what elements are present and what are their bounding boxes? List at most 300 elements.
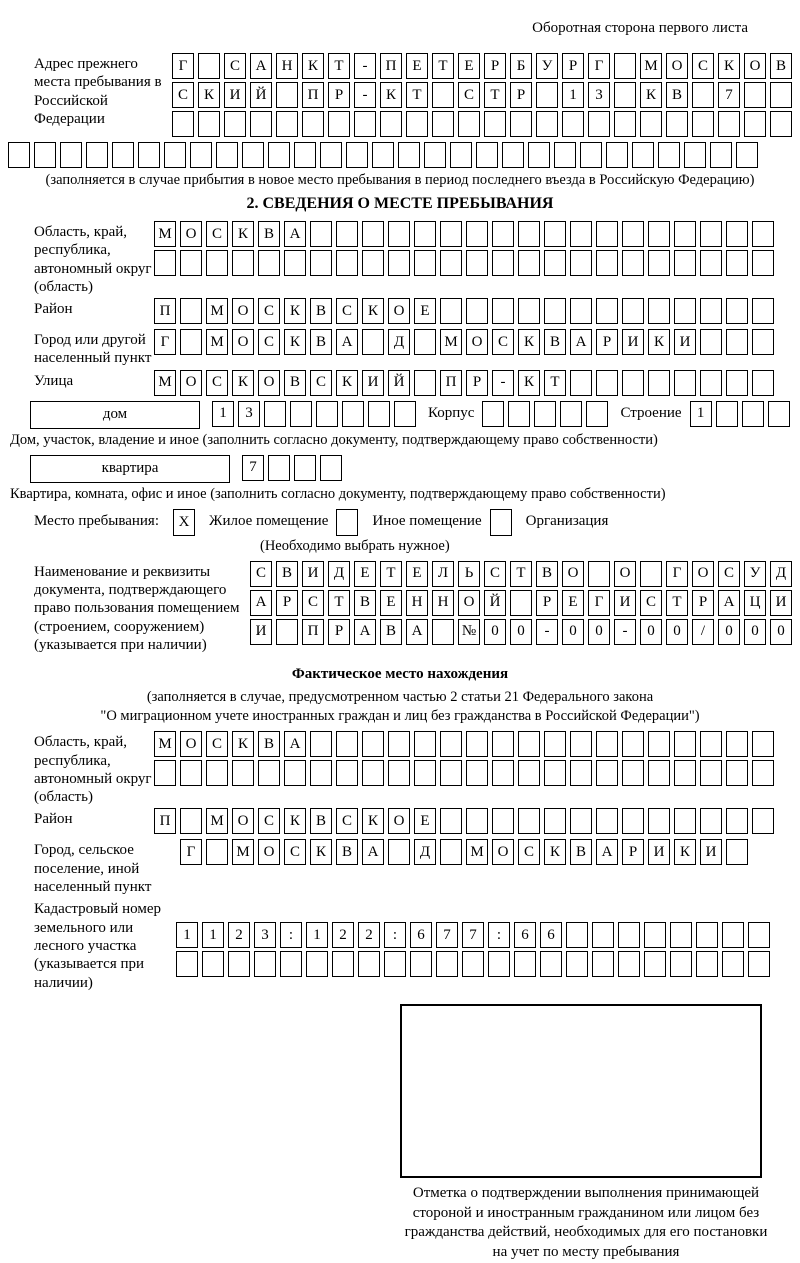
char-cell[interactable]: Р — [536, 590, 558, 616]
char-cell[interactable]: О — [232, 329, 254, 355]
char-cell[interactable] — [648, 298, 670, 324]
char-cell[interactable] — [614, 82, 636, 108]
char-cell[interactable] — [768, 401, 790, 427]
char-cell[interactable] — [436, 951, 458, 977]
char-cell[interactable] — [648, 731, 670, 757]
char-cell[interactable]: М — [154, 370, 176, 396]
char-cell[interactable] — [492, 221, 514, 247]
char-cell[interactable] — [492, 731, 514, 757]
char-cell[interactable]: М — [640, 53, 662, 79]
char-cell[interactable]: С — [518, 839, 540, 865]
char-cell[interactable]: Г — [154, 329, 176, 355]
char-cell[interactable] — [424, 142, 446, 168]
char-cell[interactable] — [670, 951, 692, 977]
char-cell[interactable] — [462, 951, 484, 977]
char-cell[interactable]: 0 — [770, 619, 792, 645]
char-cell[interactable] — [414, 329, 436, 355]
cadastral-cells-row-2[interactable] — [176, 951, 770, 977]
char-cell[interactable] — [8, 142, 30, 168]
char-cell[interactable]: К — [284, 808, 306, 834]
char-cell[interactable] — [592, 951, 614, 977]
char-cell[interactable]: С — [310, 370, 332, 396]
char-cell[interactable] — [518, 731, 540, 757]
char-cell[interactable]: Н — [406, 590, 428, 616]
char-cell[interactable]: П — [154, 808, 176, 834]
char-cell[interactable] — [268, 142, 290, 168]
char-cell[interactable]: О — [562, 561, 584, 587]
char-cell[interactable] — [588, 561, 610, 587]
char-cell[interactable]: А — [284, 731, 306, 757]
char-cell[interactable] — [414, 250, 436, 276]
char-cell[interactable]: П — [440, 370, 462, 396]
char-cell[interactable] — [316, 401, 338, 427]
char-cell[interactable]: Б — [510, 53, 532, 79]
street-cells-row[interactable] — [154, 370, 774, 396]
char-cell[interactable] — [518, 221, 540, 247]
char-cell[interactable] — [180, 298, 202, 324]
char-cell[interactable] — [726, 298, 748, 324]
actual-region-cells-row-2[interactable] — [154, 760, 774, 786]
char-cell[interactable] — [618, 951, 640, 977]
char-cell[interactable] — [544, 731, 566, 757]
char-cell[interactable]: С — [492, 329, 514, 355]
char-cell[interactable] — [362, 250, 384, 276]
char-cell[interactable]: Ь — [458, 561, 480, 587]
char-cell[interactable] — [476, 142, 498, 168]
char-cell[interactable]: 1 — [202, 922, 224, 948]
char-cell[interactable] — [440, 298, 462, 324]
char-cell[interactable] — [562, 111, 584, 137]
char-cell[interactable] — [380, 111, 402, 137]
char-cell[interactable] — [700, 731, 722, 757]
char-cell[interactable] — [726, 808, 748, 834]
char-cell[interactable] — [466, 250, 488, 276]
char-cell[interactable]: Т — [544, 370, 566, 396]
char-cell[interactable] — [726, 250, 748, 276]
char-cell[interactable] — [250, 111, 272, 137]
char-cell[interactable]: А — [354, 619, 376, 645]
char-cell[interactable]: 0 — [718, 619, 740, 645]
char-cell[interactable] — [670, 922, 692, 948]
char-cell[interactable]: Г — [666, 561, 688, 587]
char-cell[interactable]: 0 — [744, 619, 766, 645]
char-cell[interactable] — [570, 731, 592, 757]
char-cell[interactable]: Р — [596, 329, 618, 355]
char-cell[interactable] — [692, 111, 714, 137]
char-cell[interactable] — [596, 731, 618, 757]
char-cell[interactable] — [536, 82, 558, 108]
char-cell[interactable]: 7 — [436, 922, 458, 948]
char-cell[interactable] — [726, 221, 748, 247]
char-cell[interactable] — [560, 401, 582, 427]
char-cell[interactable] — [674, 298, 696, 324]
char-cell[interactable] — [172, 111, 194, 137]
char-cell[interactable]: С — [206, 370, 228, 396]
char-cell[interactable]: Н — [276, 53, 298, 79]
char-cell[interactable]: М — [206, 329, 228, 355]
char-cell[interactable] — [388, 731, 410, 757]
char-cell[interactable] — [700, 760, 722, 786]
char-cell[interactable] — [362, 731, 384, 757]
checkbox-organizaciya[interactable] — [490, 509, 512, 536]
char-cell[interactable]: К — [674, 839, 696, 865]
char-cell[interactable] — [700, 808, 722, 834]
char-cell[interactable]: В — [570, 839, 592, 865]
char-cell[interactable] — [596, 298, 618, 324]
char-cell[interactable] — [198, 111, 220, 137]
char-cell[interactable]: К — [232, 731, 254, 757]
char-cell[interactable] — [398, 142, 420, 168]
char-cell[interactable] — [190, 142, 212, 168]
char-cell[interactable]: Д — [770, 561, 792, 587]
char-cell[interactable] — [752, 250, 774, 276]
char-cell[interactable]: В — [544, 329, 566, 355]
char-cell[interactable]: 6 — [514, 922, 536, 948]
char-cell[interactable] — [362, 221, 384, 247]
char-cell[interactable] — [684, 142, 706, 168]
char-cell[interactable] — [362, 760, 384, 786]
char-cell[interactable] — [320, 142, 342, 168]
char-cell[interactable] — [674, 250, 696, 276]
char-cell[interactable] — [224, 111, 246, 137]
char-cell[interactable] — [770, 82, 792, 108]
char-cell[interactable]: Л — [432, 561, 454, 587]
char-cell[interactable]: С — [336, 808, 358, 834]
char-cell[interactable] — [180, 329, 202, 355]
char-cell[interactable] — [258, 250, 280, 276]
char-cell[interactable] — [228, 951, 250, 977]
char-cell[interactable]: О — [180, 370, 202, 396]
char-cell[interactable] — [310, 760, 332, 786]
char-cell[interactable]: Р — [692, 590, 714, 616]
char-cell[interactable] — [544, 808, 566, 834]
document-cells-row-1[interactable] — [250, 561, 792, 587]
char-cell[interactable]: А — [284, 221, 306, 247]
char-cell[interactable] — [34, 142, 56, 168]
char-cell[interactable] — [492, 808, 514, 834]
char-cell[interactable]: Т — [380, 561, 402, 587]
char-cell[interactable]: Е — [414, 808, 436, 834]
char-cell[interactable] — [112, 142, 134, 168]
char-cell[interactable]: Е — [562, 590, 584, 616]
char-cell[interactable]: К — [518, 370, 540, 396]
char-cell[interactable] — [580, 142, 602, 168]
char-cell[interactable] — [748, 922, 770, 948]
char-cell[interactable] — [700, 370, 722, 396]
char-cell[interactable]: О — [388, 298, 410, 324]
char-cell[interactable] — [180, 250, 202, 276]
char-cell[interactable] — [388, 839, 410, 865]
char-cell[interactable] — [394, 401, 416, 427]
char-cell[interactable] — [658, 142, 680, 168]
char-cell[interactable] — [310, 250, 332, 276]
char-cell[interactable]: 0 — [640, 619, 662, 645]
char-cell[interactable]: О — [666, 53, 688, 79]
char-cell[interactable] — [198, 53, 220, 79]
char-cell[interactable] — [752, 760, 774, 786]
char-cell[interactable]: - — [536, 619, 558, 645]
stroenie-cells[interactable] — [690, 401, 790, 427]
char-cell[interactable] — [254, 951, 276, 977]
char-cell[interactable]: К — [718, 53, 740, 79]
char-cell[interactable]: : — [488, 922, 510, 948]
char-cell[interactable] — [310, 731, 332, 757]
char-cell[interactable] — [640, 111, 662, 137]
char-cell[interactable] — [674, 760, 696, 786]
char-cell[interactable]: С — [250, 561, 272, 587]
char-cell[interactable]: 0 — [562, 619, 584, 645]
char-cell[interactable] — [648, 221, 670, 247]
char-cell[interactable] — [534, 401, 556, 427]
char-cell[interactable]: О — [180, 221, 202, 247]
char-cell[interactable] — [614, 111, 636, 137]
char-cell[interactable]: В — [258, 221, 280, 247]
char-cell[interactable] — [674, 370, 696, 396]
char-cell[interactable]: Т — [406, 82, 428, 108]
char-cell[interactable] — [596, 760, 618, 786]
char-cell[interactable] — [332, 951, 354, 977]
char-cell[interactable] — [508, 401, 530, 427]
char-cell[interactable] — [180, 760, 202, 786]
char-cell[interactable]: А — [406, 619, 428, 645]
char-cell[interactable] — [606, 142, 628, 168]
char-cell[interactable] — [410, 951, 432, 977]
char-cell[interactable]: - — [614, 619, 636, 645]
char-cell[interactable] — [202, 951, 224, 977]
char-cell[interactable] — [432, 619, 454, 645]
char-cell[interactable] — [388, 760, 410, 786]
char-cell[interactable] — [502, 142, 524, 168]
char-cell[interactable] — [492, 250, 514, 276]
char-cell[interactable] — [742, 401, 764, 427]
char-cell[interactable] — [294, 142, 316, 168]
char-cell[interactable]: Е — [354, 561, 376, 587]
char-cell[interactable] — [306, 951, 328, 977]
char-cell[interactable] — [518, 808, 540, 834]
char-cell[interactable]: К — [302, 53, 324, 79]
char-cell[interactable] — [284, 250, 306, 276]
char-cell[interactable] — [710, 142, 732, 168]
char-cell[interactable]: П — [380, 53, 402, 79]
char-cell[interactable] — [466, 221, 488, 247]
char-cell[interactable] — [570, 808, 592, 834]
char-cell[interactable] — [596, 221, 618, 247]
char-cell[interactable] — [744, 82, 766, 108]
char-cell[interactable] — [744, 111, 766, 137]
char-cell[interactable] — [346, 142, 368, 168]
char-cell[interactable]: В — [284, 370, 306, 396]
char-cell[interactable]: № — [458, 619, 480, 645]
char-cell[interactable] — [86, 142, 108, 168]
char-cell[interactable]: О — [458, 590, 480, 616]
char-cell[interactable]: Й — [388, 370, 410, 396]
char-cell[interactable]: А — [596, 839, 618, 865]
char-cell[interactable] — [466, 760, 488, 786]
char-cell[interactable]: 3 — [254, 922, 276, 948]
char-cell[interactable]: 3 — [588, 82, 610, 108]
char-cell[interactable] — [752, 808, 774, 834]
char-cell[interactable] — [622, 221, 644, 247]
char-cell[interactable] — [414, 731, 436, 757]
char-cell[interactable] — [666, 111, 688, 137]
char-cell[interactable]: И — [362, 370, 384, 396]
char-cell[interactable]: Р — [484, 53, 506, 79]
char-cell[interactable]: 2 — [358, 922, 380, 948]
char-cell[interactable]: О — [744, 53, 766, 79]
apartment-type-box[interactable]: квартира — [30, 455, 230, 483]
char-cell[interactable] — [622, 731, 644, 757]
char-cell[interactable]: 7 — [462, 922, 484, 948]
char-cell[interactable] — [276, 82, 298, 108]
char-cell[interactable] — [632, 142, 654, 168]
prev-address-cells-row-3[interactable] — [172, 111, 792, 137]
house-type-box[interactable]: дом — [30, 401, 200, 429]
char-cell[interactable] — [440, 760, 462, 786]
char-cell[interactable]: П — [302, 82, 324, 108]
char-cell[interactable]: О — [258, 370, 280, 396]
char-cell[interactable]: Е — [414, 298, 436, 324]
cadastral-cells-row-1[interactable] — [176, 922, 770, 948]
char-cell[interactable]: О — [388, 808, 410, 834]
char-cell[interactable] — [614, 53, 636, 79]
char-cell[interactable] — [372, 142, 394, 168]
char-cell[interactable] — [406, 111, 428, 137]
char-cell[interactable] — [540, 951, 562, 977]
char-cell[interactable] — [622, 298, 644, 324]
char-cell[interactable] — [414, 760, 436, 786]
char-cell[interactable]: 2 — [332, 922, 354, 948]
char-cell[interactable] — [674, 221, 696, 247]
char-cell[interactable]: А — [250, 53, 272, 79]
char-cell[interactable]: С — [258, 329, 280, 355]
char-cell[interactable]: К — [362, 808, 384, 834]
char-cell[interactable]: Р — [466, 370, 488, 396]
char-cell[interactable]: Н — [432, 590, 454, 616]
char-cell[interactable]: И — [250, 619, 272, 645]
char-cell[interactable]: В — [258, 731, 280, 757]
char-cell[interactable] — [588, 111, 610, 137]
char-cell[interactable] — [726, 731, 748, 757]
char-cell[interactable] — [180, 808, 202, 834]
char-cell[interactable] — [696, 951, 718, 977]
char-cell[interactable]: - — [354, 82, 376, 108]
char-cell[interactable] — [336, 250, 358, 276]
char-cell[interactable]: К — [544, 839, 566, 865]
checkbox-zhiloe[interactable]: X — [173, 509, 195, 536]
char-cell[interactable]: 1 — [212, 401, 234, 427]
char-cell[interactable]: К — [518, 329, 540, 355]
document-cells-row-3[interactable] — [250, 619, 792, 645]
char-cell[interactable]: О — [692, 561, 714, 587]
prev-address-cells-row-1[interactable] — [172, 53, 792, 79]
char-cell[interactable] — [700, 250, 722, 276]
region-cells-row-2[interactable] — [154, 250, 774, 276]
char-cell[interactable] — [644, 922, 666, 948]
char-cell[interactable] — [722, 922, 744, 948]
char-cell[interactable] — [164, 142, 186, 168]
char-cell[interactable]: Д — [328, 561, 350, 587]
char-cell[interactable] — [432, 82, 454, 108]
char-cell[interactable] — [138, 142, 160, 168]
char-cell[interactable]: 2 — [228, 922, 250, 948]
char-cell[interactable] — [622, 370, 644, 396]
char-cell[interactable]: 7 — [718, 82, 740, 108]
char-cell[interactable] — [466, 808, 488, 834]
char-cell[interactable]: В — [770, 53, 792, 79]
char-cell[interactable]: С — [206, 221, 228, 247]
char-cell[interactable]: Р — [328, 619, 350, 645]
char-cell[interactable] — [264, 401, 286, 427]
char-cell[interactable]: С — [640, 590, 662, 616]
char-cell[interactable] — [176, 951, 198, 977]
char-cell[interactable] — [290, 401, 312, 427]
char-cell[interactable] — [440, 808, 462, 834]
char-cell[interactable]: Е — [380, 590, 402, 616]
char-cell[interactable] — [336, 731, 358, 757]
char-cell[interactable]: Т — [666, 590, 688, 616]
char-cell[interactable] — [648, 370, 670, 396]
char-cell[interactable] — [232, 760, 254, 786]
char-cell[interactable] — [592, 922, 614, 948]
char-cell[interactable] — [358, 951, 380, 977]
char-cell[interactable] — [596, 808, 618, 834]
char-cell[interactable]: В — [276, 561, 298, 587]
char-cell[interactable]: К — [380, 82, 402, 108]
char-cell[interactable]: Д — [388, 329, 410, 355]
char-cell[interactable] — [570, 760, 592, 786]
char-cell[interactable] — [466, 731, 488, 757]
char-cell[interactable]: М — [232, 839, 254, 865]
city-cells-row[interactable] — [154, 329, 774, 355]
char-cell[interactable]: 0 — [666, 619, 688, 645]
char-cell[interactable] — [440, 221, 462, 247]
char-cell[interactable] — [268, 455, 290, 481]
char-cell[interactable] — [596, 370, 618, 396]
char-cell[interactable]: : — [280, 922, 302, 948]
char-cell[interactable]: М — [206, 298, 228, 324]
char-cell[interactable]: О — [492, 839, 514, 865]
char-cell[interactable]: 6 — [410, 922, 432, 948]
char-cell[interactable] — [388, 221, 410, 247]
char-cell[interactable]: В — [310, 329, 332, 355]
char-cell[interactable]: К — [232, 370, 254, 396]
char-cell[interactable] — [752, 731, 774, 757]
char-cell[interactable]: У — [536, 53, 558, 79]
char-cell[interactable]: К — [198, 82, 220, 108]
char-cell[interactable] — [276, 619, 298, 645]
char-cell[interactable] — [206, 250, 228, 276]
char-cell[interactable] — [674, 808, 696, 834]
prev-address-cells-row-2[interactable] — [172, 82, 792, 108]
char-cell[interactable]: Т — [328, 53, 350, 79]
char-cell[interactable] — [484, 111, 506, 137]
char-cell[interactable] — [510, 111, 532, 137]
char-cell[interactable] — [736, 142, 758, 168]
char-cell[interactable]: О — [232, 808, 254, 834]
char-cell[interactable]: Г — [588, 53, 610, 79]
char-cell[interactable] — [514, 951, 536, 977]
char-cell[interactable] — [748, 951, 770, 977]
char-cell[interactable]: 0 — [588, 619, 610, 645]
char-cell[interactable] — [622, 250, 644, 276]
char-cell[interactable] — [544, 250, 566, 276]
char-cell[interactable] — [586, 401, 608, 427]
char-cell[interactable] — [362, 329, 384, 355]
char-cell[interactable]: И — [302, 561, 324, 587]
char-cell[interactable]: П — [302, 619, 324, 645]
char-cell[interactable] — [302, 111, 324, 137]
char-cell[interactable]: : — [384, 922, 406, 948]
